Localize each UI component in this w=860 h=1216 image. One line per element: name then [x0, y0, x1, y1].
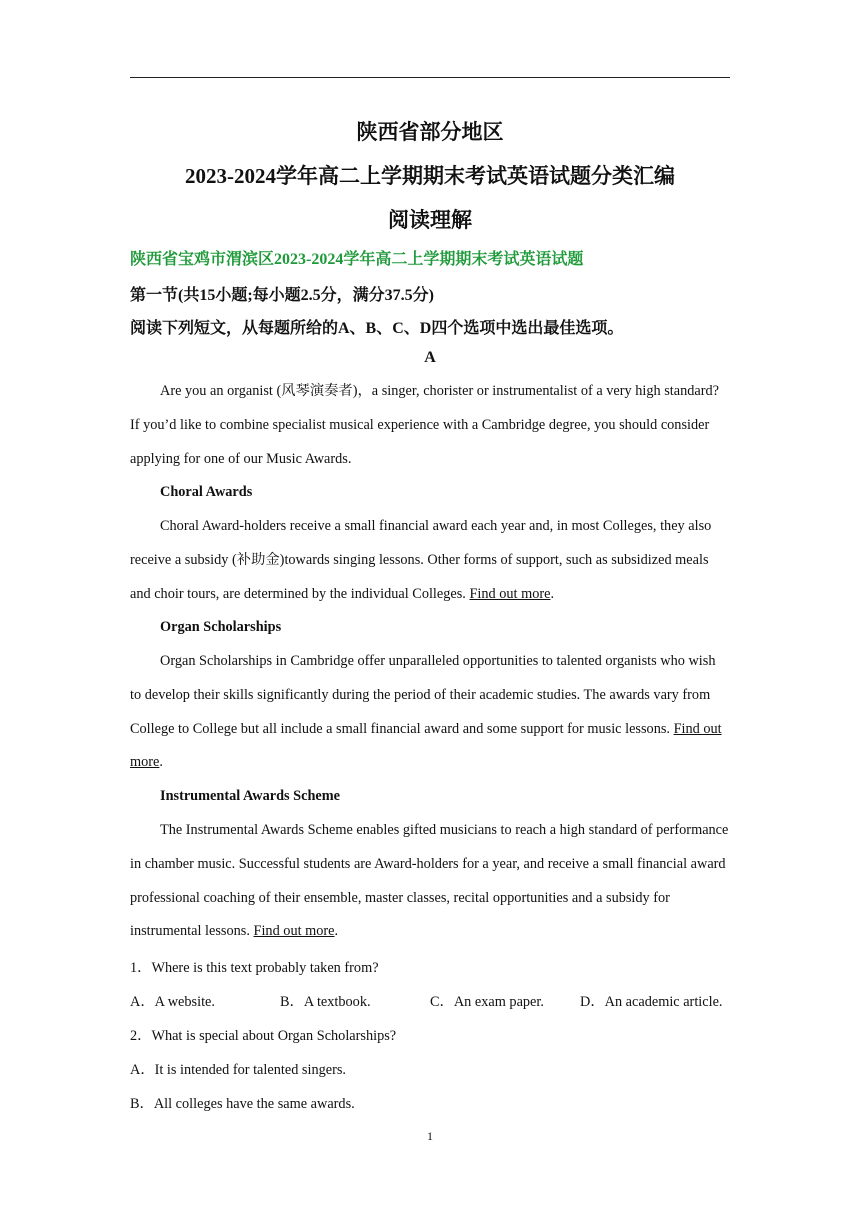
organ-find-out-more-link[interactable]: Find out more: [130, 720, 722, 771]
question-2-stem: 2．What is special about Organ Scholarships?: [130, 1028, 397, 1044]
choral-find-out-more-link[interactable]: Find out more: [469, 585, 551, 602]
document-title-region: 陕西省部分地区: [356, 120, 504, 144]
choral-awards-text: Choral Award-holders receive a small financial award each year and, in most Colleges, they also receive a subsidy (补助金)towards singing lessons. Other forms of support, such as subsidized meals and choir tours, are determined by the individual Colleges.: [130, 518, 712, 602]
instrumental-awards-text: The Instrumental Awards Scheme enables gifted musicians to reach a high standard of performance in chamber music. Successful students are Award-holders for a year, and receive a small financial award professional coaching of their ensemble, master classes, recital opportunities and a subsidy for instrumental lessons.: [130, 822, 729, 940]
question-1-stem: 1．Where is this text probably taken from?: [130, 960, 379, 976]
question-2-option-a: A．It is intended for talented singers.: [130, 1062, 346, 1078]
question-1-option-b: B．A textbook.: [280, 994, 371, 1010]
organ-scholarships-paragraph: [130, 645, 730, 780]
question-2-option-b: B．All colleges have the same awards.: [130, 1096, 355, 1112]
passage-letter: A: [424, 349, 436, 366]
document-title-exam: 2023-2024学年高二上学期期末考试英语试题分类汇编: [185, 164, 675, 188]
header-rule: [130, 77, 730, 78]
organ-scholarships-text: Organ Scholarships in Cambridge offer unparalleled opportunities to talented organists who wish to develop their skills significantly during the period of their academic studies. The awards vary from College to College but all include a small financial award and some support for music lessons.: [130, 653, 716, 737]
section-heading: 第一节(共15小题;每小题2.5分，满分37.5分): [130, 287, 434, 304]
organ-scholarships-heading: Organ Scholarships: [160, 619, 282, 635]
page-number: 1: [427, 1129, 433, 1143]
passage-intro: Are you an organist (风琴演奏者)，a singer, chorister or instrumentalist of a very high standard? If you’d like to combine specialist musical experience with a Cambridge degree, you should consider applying for one of our Music Awards.: [130, 383, 719, 467]
instrumental-find-out-more-link[interactable]: Find out more: [253, 923, 335, 940]
choral-end: .: [550, 585, 555, 602]
question-1-option-d: D．An academic article.: [580, 994, 723, 1010]
document-title-topic: 阅读理解: [388, 208, 472, 232]
choral-awards-heading: Choral Awards: [160, 484, 253, 500]
choral-awards-paragraph: [130, 510, 730, 611]
exam-source: 陕西省宝鸡市渭滨区2023-2024学年高二上学期期末考试英语试题: [130, 251, 584, 268]
instrumental-end: .: [334, 923, 339, 940]
organ-end: .: [159, 754, 163, 771]
question-1-option-c: C．An exam paper.: [430, 994, 544, 1010]
instrumental-awards-paragraph: [130, 814, 730, 949]
question-1-option-a: A．A website.: [130, 994, 215, 1010]
instrumental-awards-heading: Instrumental Awards Scheme: [160, 788, 341, 804]
instructions: 阅读下列短文，从每题所给的A、B、C、D四个选项中选出最佳选项。: [130, 320, 624, 337]
